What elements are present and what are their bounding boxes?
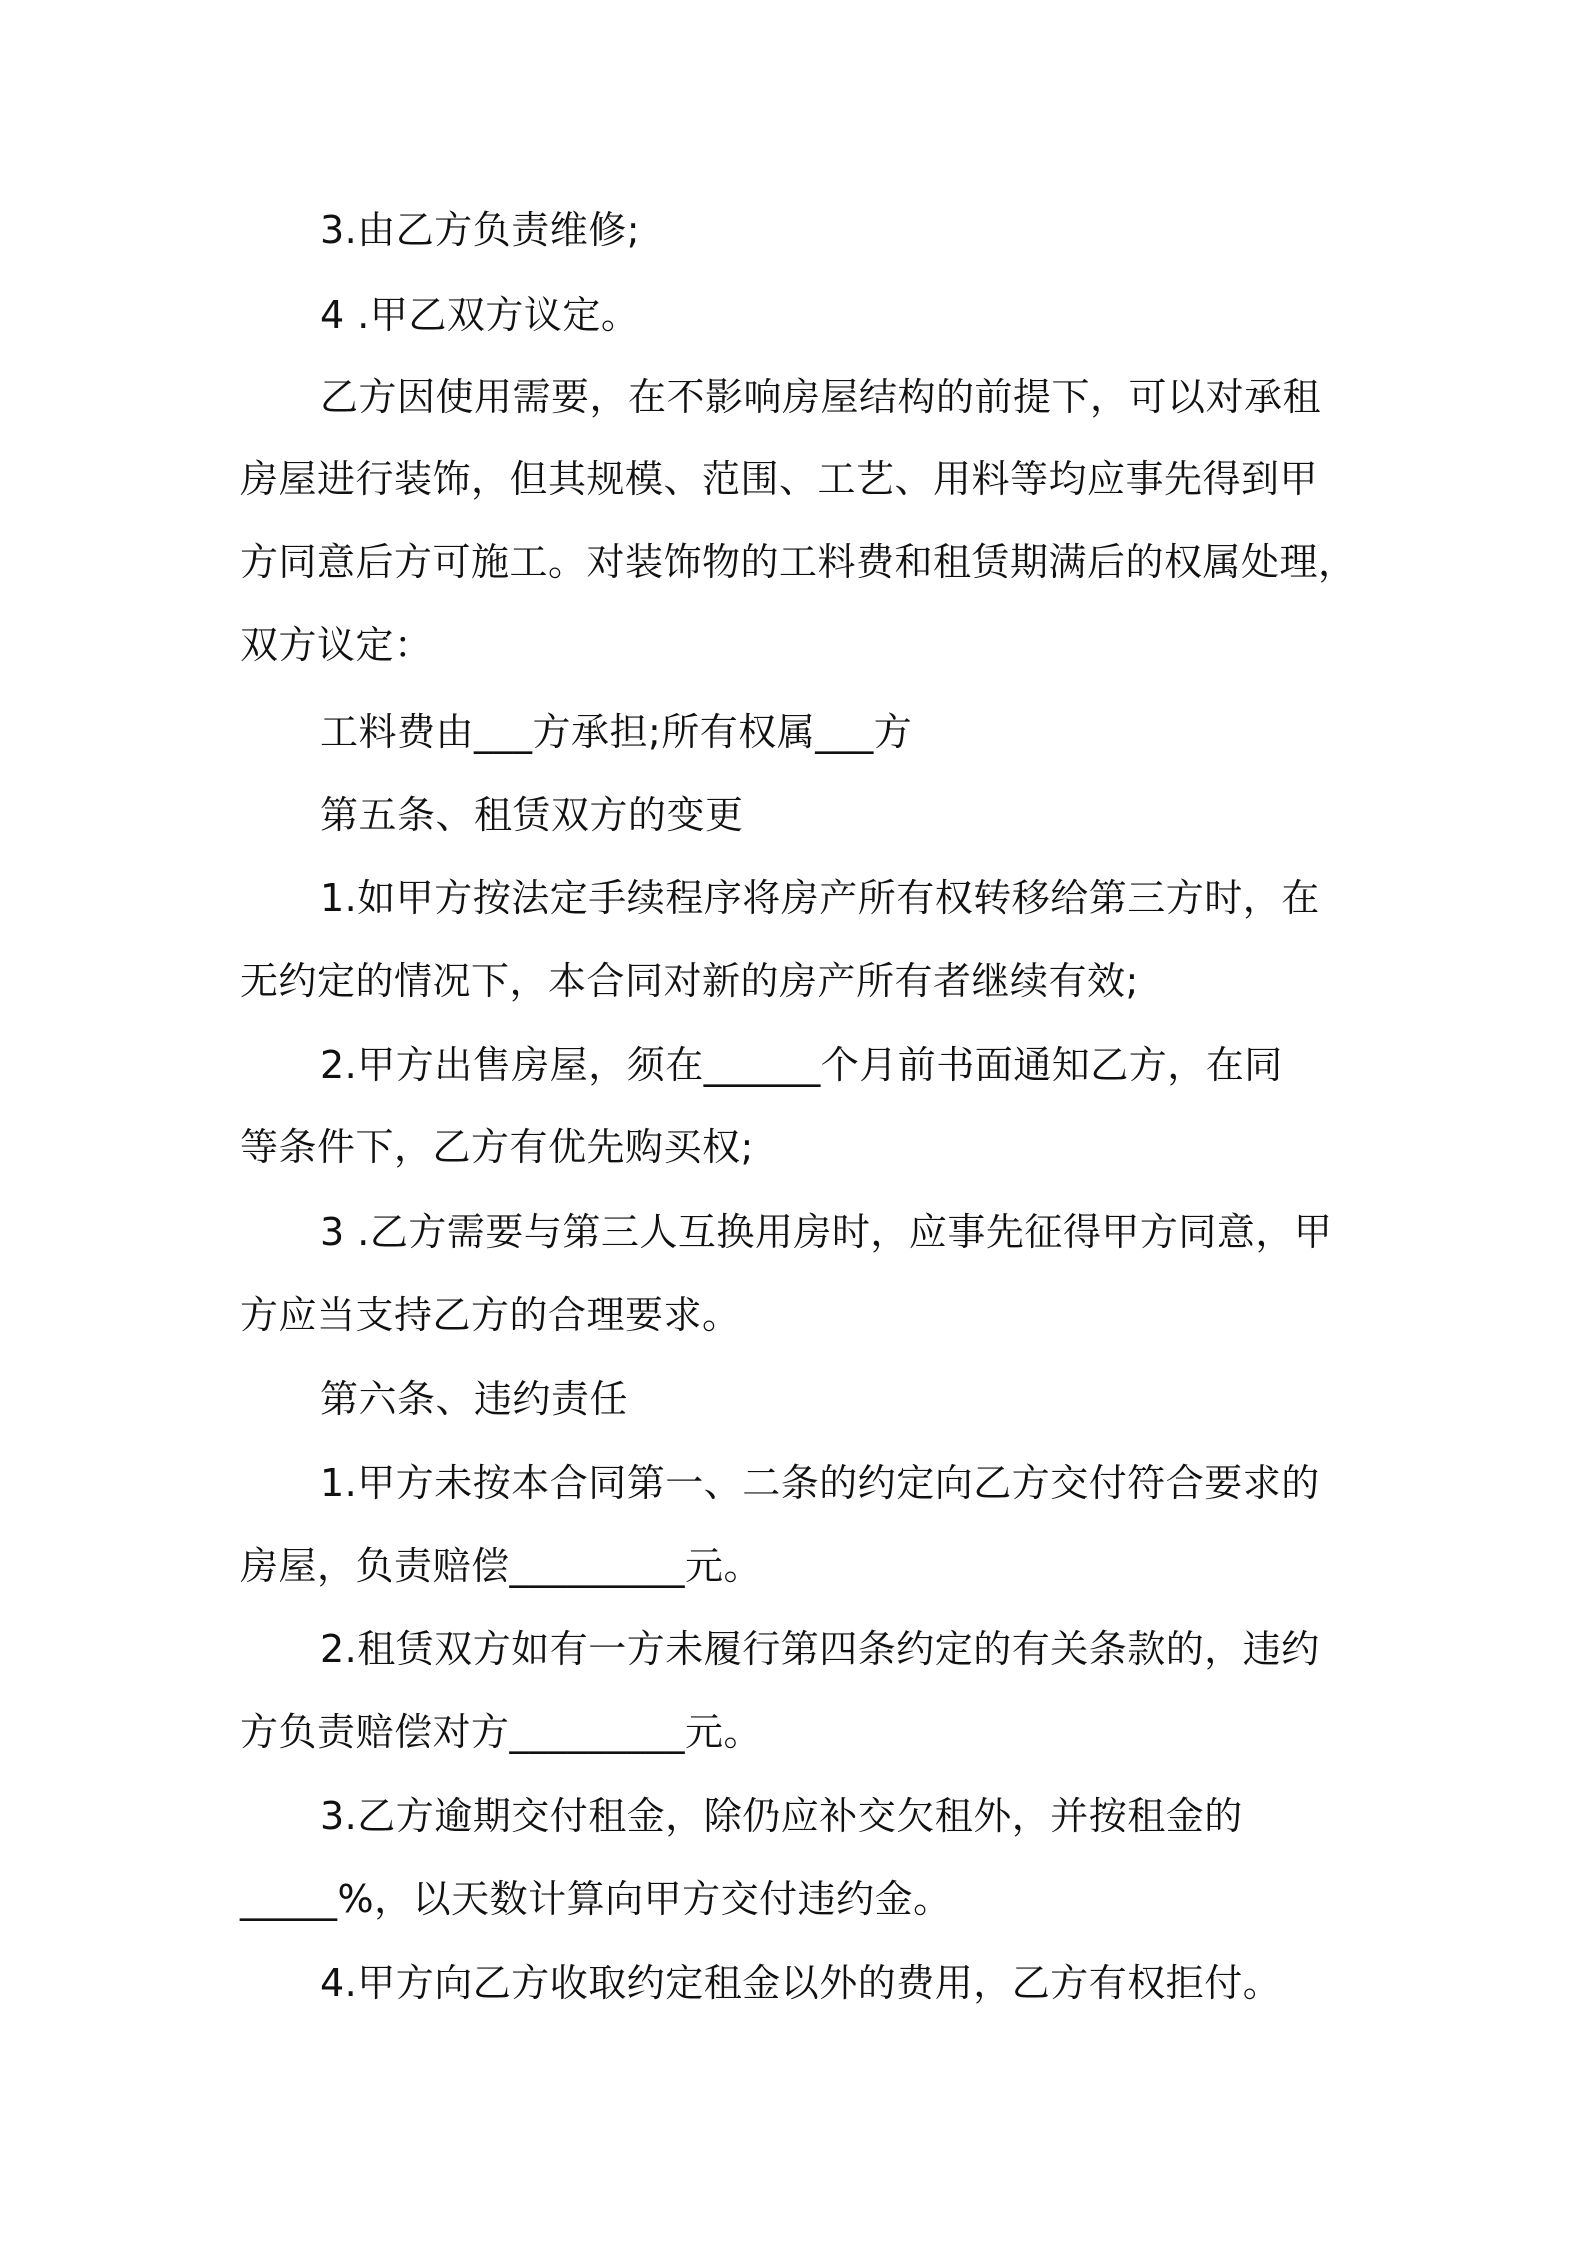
text-line: 2.租赁双方如有一方未履行第四条约定的有关条款的，违约	[320, 1627, 1320, 1671]
text-line: _____%，以天数计算向甲方交付违约金。	[240, 1877, 952, 1921]
text-line: 双方议定：	[240, 623, 433, 667]
text-line: 3 .乙方需要与第三人互换用房时，应事先征得甲方同意，甲	[320, 1210, 1333, 1254]
text-line: 房屋进行装饰，但其规模、范围、工艺、用料等均应事先得到甲	[240, 457, 1319, 501]
text-line: 方应当支持乙方的合理要求。	[240, 1293, 741, 1337]
section-heading: 第六条、违约责任	[320, 1377, 629, 1421]
text-line: 3.由乙方负责维修;	[320, 208, 641, 252]
text-line: 1.如甲方按法定手续程序将房产所有权转移给第三方时，在	[320, 876, 1320, 920]
text-line: 方同意后方可施工。对装饰物的工料费和租赁期满后的权属处理，	[240, 540, 1357, 584]
text-line: 工料费由___方承担;所有权属___方	[320, 710, 913, 754]
text-line: 房屋，负责赔偿_________元。	[240, 1544, 763, 1588]
text-line: 3.乙方逾期交付租金，除仍应补交欠租外，并按租金的	[320, 1794, 1243, 1838]
text-line: 4.甲方向乙方收取约定租金以外的费用，乙方有权拒付。	[320, 1961, 1282, 2005]
text-line: 等条件下，乙方有优先购买权;	[240, 1125, 754, 1169]
section-heading: 第五条、租赁双方的变更	[320, 793, 744, 837]
text-line: 乙方因使用需要，在不影响房屋结构的前提下，可以对承租	[320, 375, 1322, 419]
text-line: 方负责赔偿对方_________元。	[240, 1710, 763, 1754]
text-line: 无约定的情况下，本合同对新的房产所有者继续有效;	[240, 959, 1139, 1003]
text-line: 4 .甲乙双方议定。	[320, 293, 640, 337]
text-line: 2.甲方出售房屋，须在______个月前书面通知乙方，在同	[320, 1043, 1283, 1087]
text-line: 1.甲方未按本合同第一、二条的约定向乙方交付符合要求的	[320, 1461, 1320, 1505]
